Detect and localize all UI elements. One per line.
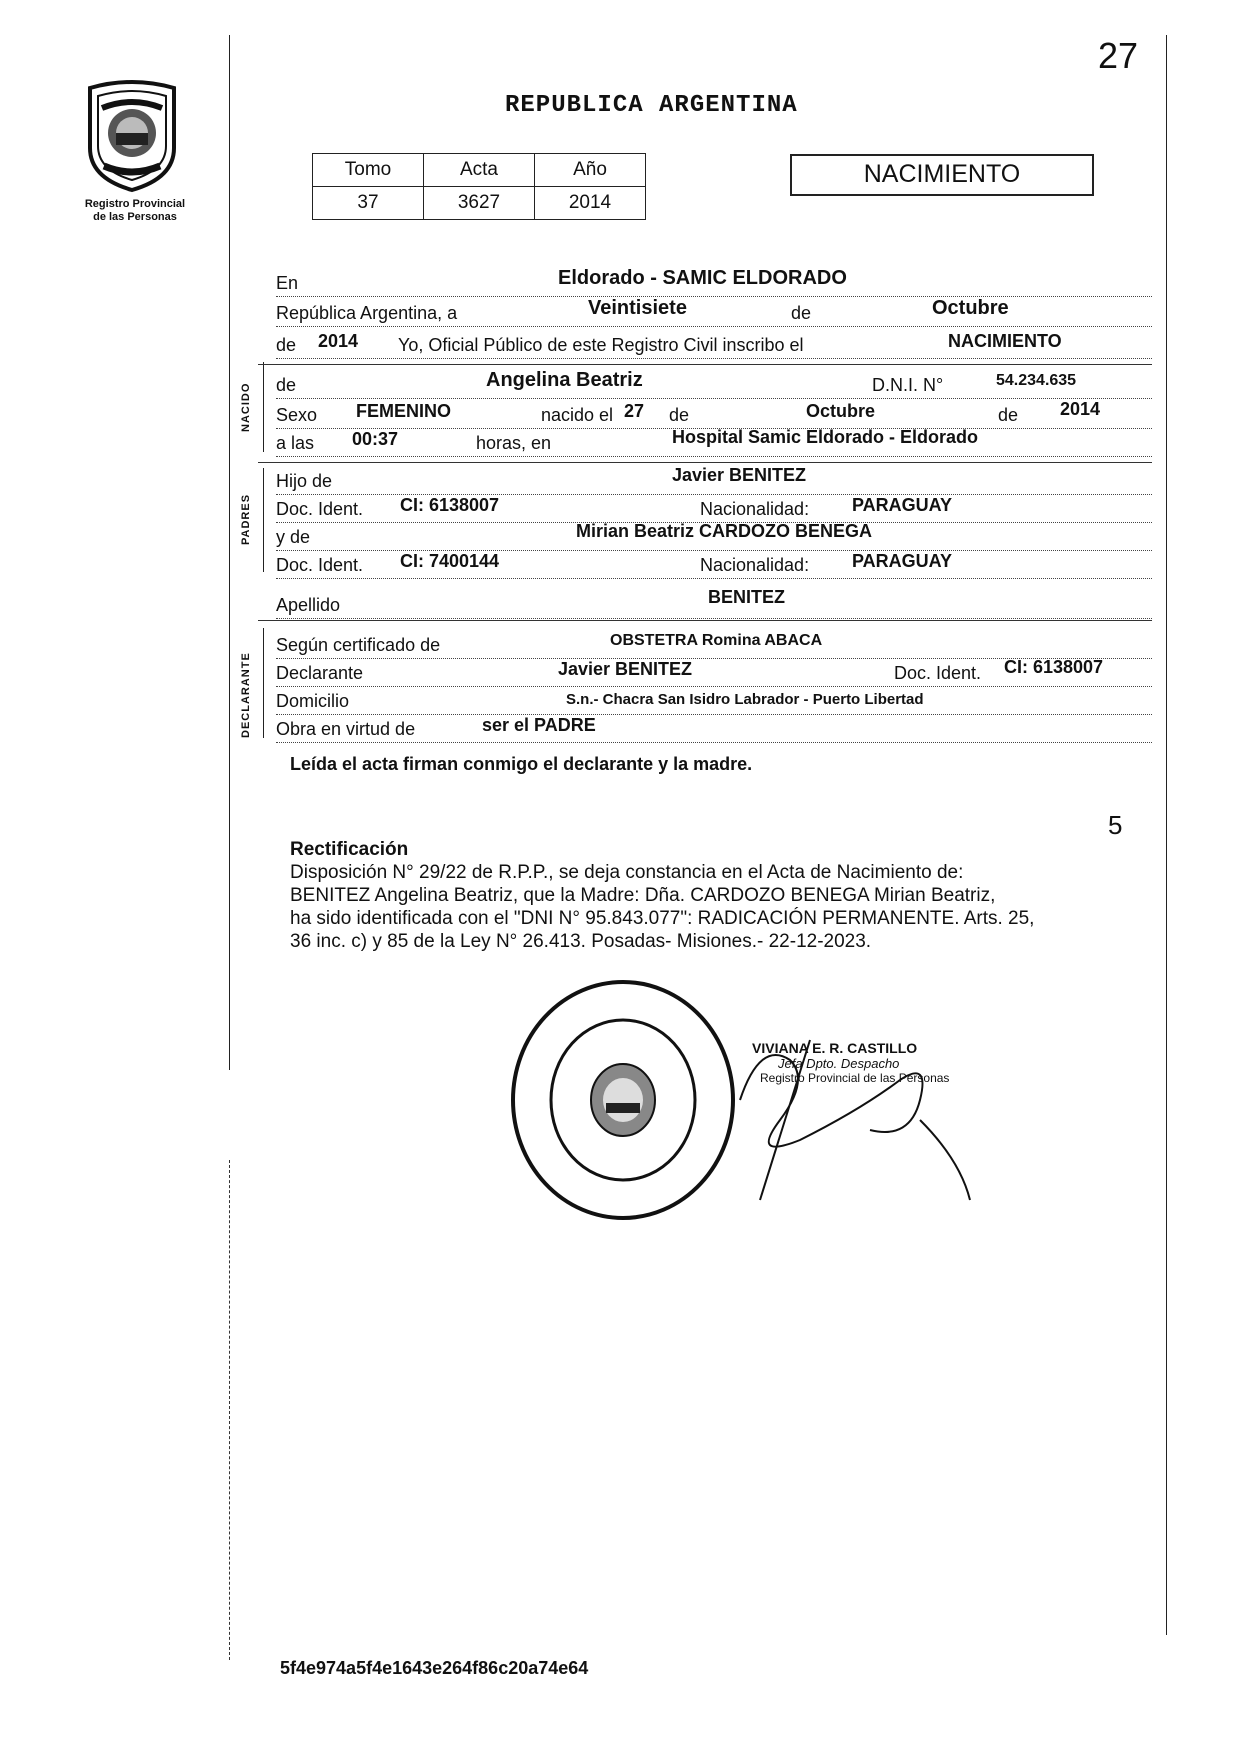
separator-2 (258, 462, 1152, 463)
doc-label-3: Doc. Ident. (894, 663, 982, 683)
row-certificado (276, 630, 1152, 659)
page-number: 27 (1098, 35, 1139, 76)
nac-label: Nacionalidad: (700, 499, 810, 519)
separator-3 (258, 620, 1152, 621)
left-margin-dashed-line (229, 1160, 230, 1660)
padre-doc-value: CI: 6138007 (400, 495, 500, 515)
year-value: 2014 (318, 331, 359, 351)
rectificacion-line1: Disposición N° 29/22 de R.P.P., se deja constancia en el Acta de Nacimiento de: (290, 862, 964, 883)
madre-doc-value: CI: 7400144 (400, 551, 500, 571)
leida-statement: Leída el acta firman conmigo el declarante y la madre. (290, 754, 753, 774)
en-value: Eldorado - SAMIC ELDORADO (558, 267, 847, 289)
separator-1 (258, 364, 1152, 365)
left-margin-line (229, 35, 230, 1070)
declarante-value: Javier BENITEZ (558, 659, 693, 679)
note-number: 5 (1108, 810, 1123, 840)
right-margin-line (1166, 35, 1167, 1635)
logo-caption-line2: de las Personas (93, 211, 177, 223)
side-label-nacido: NACIDO (240, 382, 252, 432)
de-label-2: de (276, 335, 297, 355)
de-label-3: de (276, 375, 297, 395)
sexo-label: Sexo (276, 405, 318, 425)
declarante-doc-value: CI: 6138007 (1004, 657, 1104, 677)
domicilio-label: Domicilio (276, 691, 350, 711)
certificado-value: OBSTETRA Romina ABACA (610, 632, 823, 649)
obra-value: ser el PADRE (482, 715, 596, 735)
madre-value: Mirian Beatriz CARDOZO BENEGA (576, 521, 873, 541)
rectificacion-title: Rectificación (290, 839, 409, 860)
de-label-5: de (998, 405, 1019, 425)
official-seal-icon (508, 975, 738, 1225)
rectificacion-line2: BENITEZ Angelina Beatriz, que la Madre: Dña. CARDOZO BENEGA Mirian Beatriz, (290, 885, 996, 906)
signature-office: Registro Provincial de las Personas (760, 1071, 950, 1085)
nacido-bracket (263, 362, 264, 452)
segun-label: Según certificado de (276, 635, 441, 655)
apellido-label: Apellido (276, 595, 341, 615)
declarante-label: Declarante (276, 663, 364, 683)
row-madre (276, 522, 1152, 551)
signature-name: VIVIANA E. R. CASTILLO (752, 1040, 918, 1056)
padre-nac-value: PARAGUAY (852, 495, 953, 515)
official-stamp (508, 975, 738, 1230)
row-obra (276, 714, 1152, 743)
domicilio-value: S.n.- Chacra San Isidro Labrador - Puerto Libertad (566, 691, 924, 708)
dni-value: 54.234.635 (996, 372, 1077, 389)
nacido-label: nacido el (541, 405, 614, 425)
sexo-value: FEMENINO (356, 401, 452, 421)
padres-bracket (263, 468, 264, 572)
row-lugar (276, 268, 1152, 297)
side-label-padres: PADRES (240, 493, 252, 545)
horas-label: horas, en (476, 433, 552, 453)
yde-label: y de (276, 527, 311, 547)
birth-month: Octubre (806, 401, 876, 421)
document-title: REPUBLICA ARGENTINA (505, 92, 798, 119)
row-domicilio (276, 686, 1152, 715)
side-label-declarante: DECLARANTE (240, 652, 252, 738)
row-sexo (276, 400, 1152, 429)
republica-label: República Argentina, a (276, 303, 458, 323)
signature-role: Jefa Dpto. Despacho (778, 1056, 900, 1071)
hora-value: 00:37 (352, 429, 399, 449)
province-shield-icon (82, 78, 182, 193)
register-value-acta: 3627 (424, 187, 535, 220)
rectificacion-line4: 36 inc. c) y 85 de la Ley N° 26.413. Posadas- Misiones.- 22-12-2023. (290, 931, 872, 952)
de-label-4: de (669, 405, 690, 425)
nombre-value: Angelina Beatriz (486, 369, 643, 391)
signature-block (730, 1040, 990, 1085)
padre-value: Javier BENITEZ (672, 465, 807, 485)
act-type-box: NACIMIENTO (790, 154, 1094, 196)
day-words: Veintisiete (588, 297, 687, 319)
nac-label-2: Nacionalidad: (700, 555, 810, 575)
lugar-value: Hospital Samic Eldorado - Eldorado (672, 427, 979, 447)
register-header-anio: Año (535, 154, 646, 187)
obra-label: Obra en virtud de (276, 719, 416, 739)
birth-year: 2014 (1060, 399, 1101, 419)
dni-label: D.N.I. N° (872, 375, 944, 395)
birth-day: 27 (624, 401, 645, 421)
de-label: de (791, 303, 812, 323)
row-fecha-inscripcion (276, 298, 1152, 327)
doc-label-2: Doc. Ident. (276, 555, 364, 575)
province-logo (82, 78, 188, 224)
register-header-acta: Acta (424, 154, 535, 187)
handwritten-signature-icon (720, 1020, 980, 1210)
row-declarante (276, 658, 1152, 687)
rectificacion-line3: ha sido identificada con el "DNI N° 95.843.077": RADICACIÓN PERMANENTE. Arts. 25, (290, 908, 1035, 929)
month-value: Octubre (932, 297, 1009, 319)
logo-caption-line1: Registro Provincial (84, 198, 186, 210)
inscribe-value: NACIMIENTO (948, 331, 1062, 351)
row-madre-doc (276, 550, 1152, 579)
row-inscribe (276, 330, 1152, 359)
madre-nac-value: PARAGUAY (852, 551, 953, 571)
row-hora (276, 428, 1152, 457)
apellido-value: BENITEZ (708, 587, 786, 607)
register-header-tomo: Tomo (313, 154, 424, 187)
row-nombre (276, 370, 1152, 399)
hijo-label: Hijo de (276, 471, 333, 491)
alas-label: a las (276, 433, 315, 453)
declarante-bracket (263, 628, 264, 738)
row-padre-doc (276, 494, 1152, 523)
en-label: En (276, 273, 299, 293)
row-apellido (276, 587, 1152, 619)
doc-label: Doc. Ident. (276, 499, 364, 519)
register-table (312, 153, 646, 220)
row-padre (276, 466, 1152, 495)
rectificacion-block (290, 838, 1150, 953)
yo-label: Yo, Oficial Público de este Registro Civil inscribo el (398, 335, 804, 355)
document-hash: 5f4e974a5f4e1643e264f86c20a74e64 (280, 1658, 589, 1678)
register-value-anio: 2014 (535, 187, 646, 220)
register-value-tomo: 37 (313, 187, 424, 220)
